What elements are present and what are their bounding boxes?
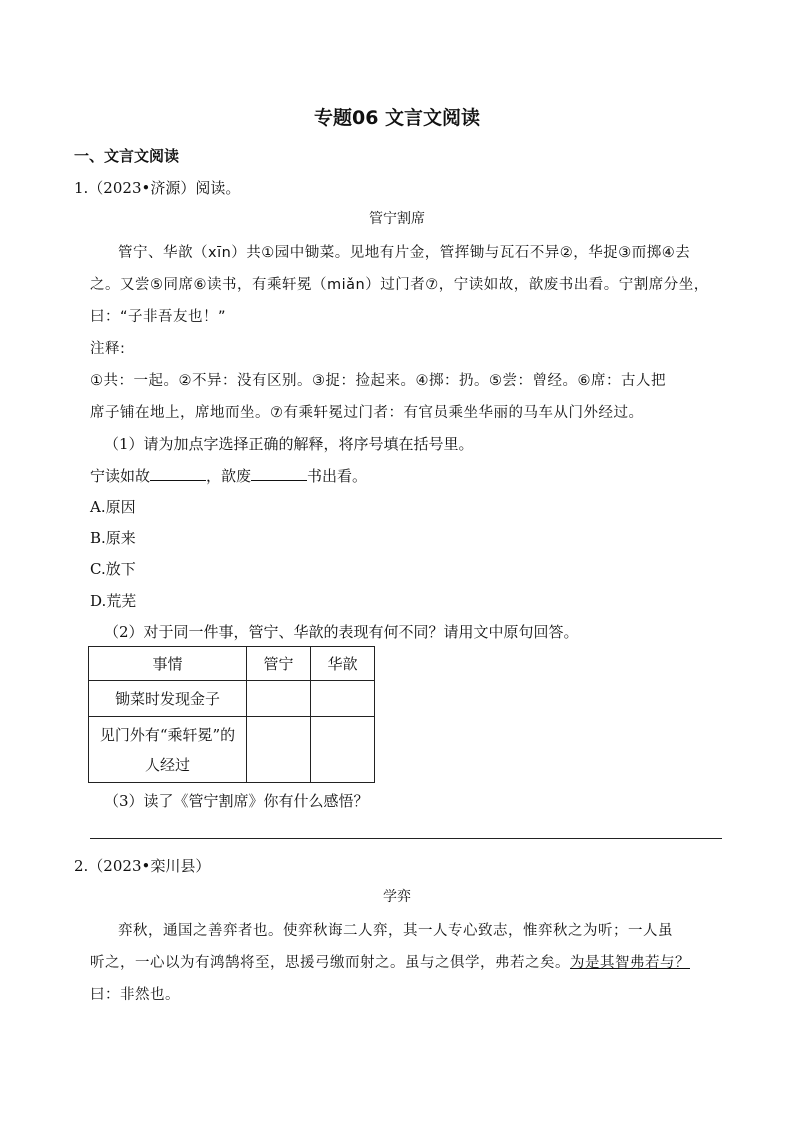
- passage-2-line-2: [90, 951, 690, 972]
- table-row-1-event: 锄菜时发现金子: [89, 681, 247, 717]
- table-cell-huaxin-2[interactable]: [311, 717, 375, 783]
- sub-question-2-prompt: （2）对于同一件事，管宁、华歆的表现有何不同？请用文中原句回答。: [104, 623, 579, 641]
- option-d: D.荒芜: [90, 592, 137, 610]
- blank-sentence-part-a: 宁读如故: [90, 467, 151, 485]
- answer-line[interactable]: [90, 838, 722, 839]
- sub-question-1-blanks: [90, 465, 367, 486]
- blank-sentence-part-b: ，歆废: [206, 467, 252, 485]
- notes-label: 注释:: [90, 341, 126, 357]
- table-row-2-event: [89, 717, 247, 783]
- passage-1-line-2: 之。又尝⑤同席⑥读书，有乘轩冕（miǎn）过门者⑦，宁读如故，歆废书出看。宁割席分坐，: [90, 277, 709, 293]
- table-cell-huaxin-1[interactable]: [311, 681, 375, 717]
- passage-1-line-1: 管宁、华歆（xīn）共①园中锄菜。见地有片金，管挥锄与瓦石不异②，华捉③而掷④去: [118, 245, 691, 261]
- answer-blank-1[interactable]: [150, 466, 206, 481]
- passage-2-line-1: 弈秋，通国之善弈者也。使弈秋诲二人弈，其一人专心致志，惟弈秋之为听；一人虽: [118, 923, 673, 939]
- sub-question-3-prompt: （3）读了《管宁割席》你有什么感悟？: [104, 792, 369, 810]
- passage-2-title: 学弈: [383, 889, 411, 905]
- table-cell-guanning-1[interactable]: [247, 681, 311, 717]
- underlined-sentence: 为是其智弗若与？: [570, 955, 690, 971]
- notes-line-2: 席子铺在地上，席地而坐。⑦有乘轩冕过门者：有官员乘坐华丽的马车从门外经过。: [90, 405, 644, 421]
- table-row-2-line-2: 人经过: [144, 755, 190, 774]
- passage-1-title: 管宁割席: [369, 211, 425, 227]
- table-header-guanning: 管宁: [247, 647, 311, 681]
- question-1-header: 1.（2023•济源）阅读。: [74, 179, 241, 197]
- passage-2-line-3: 曰：非然也。: [90, 987, 180, 1003]
- table-row-2-line-1: 见门外有“乘轩冕”的: [99, 725, 236, 744]
- passage-2-line-2-text: 听之，一心以为有鸿鹄将至，思援弓缴而射之。虽与之俱学，弗若之矣。: [90, 955, 570, 971]
- blank-sentence-part-c: 书出看。: [307, 467, 368, 485]
- table-header-event: 事情: [89, 647, 247, 681]
- option-c: C.放下: [90, 560, 136, 578]
- passage-1-line-3: 曰：“子非吾友也！”: [90, 309, 227, 325]
- section-heading: 一、文言文阅读: [74, 147, 180, 165]
- comparison-table: [88, 646, 375, 783]
- answer-blank-2[interactable]: [251, 466, 307, 481]
- table-cell-guanning-2[interactable]: [247, 717, 311, 783]
- option-a: A.原因: [90, 498, 136, 516]
- option-b: B.原来: [90, 529, 136, 547]
- page-title: 专题06 文言文阅读: [313, 107, 481, 129]
- sub-question-1-prompt: （1）请为加点字选择正确的解释，将序号填在括号里。: [104, 435, 474, 453]
- question-2-header: 2.（2023•栾川县）: [74, 857, 211, 875]
- table-header-huaxin: 华歆: [311, 647, 375, 681]
- notes-line-1: ①共：一起。②不异：没有区别。③捉：捡起来。④掷：扔。⑤尝：曾经。⑥席：古人把: [90, 373, 666, 389]
